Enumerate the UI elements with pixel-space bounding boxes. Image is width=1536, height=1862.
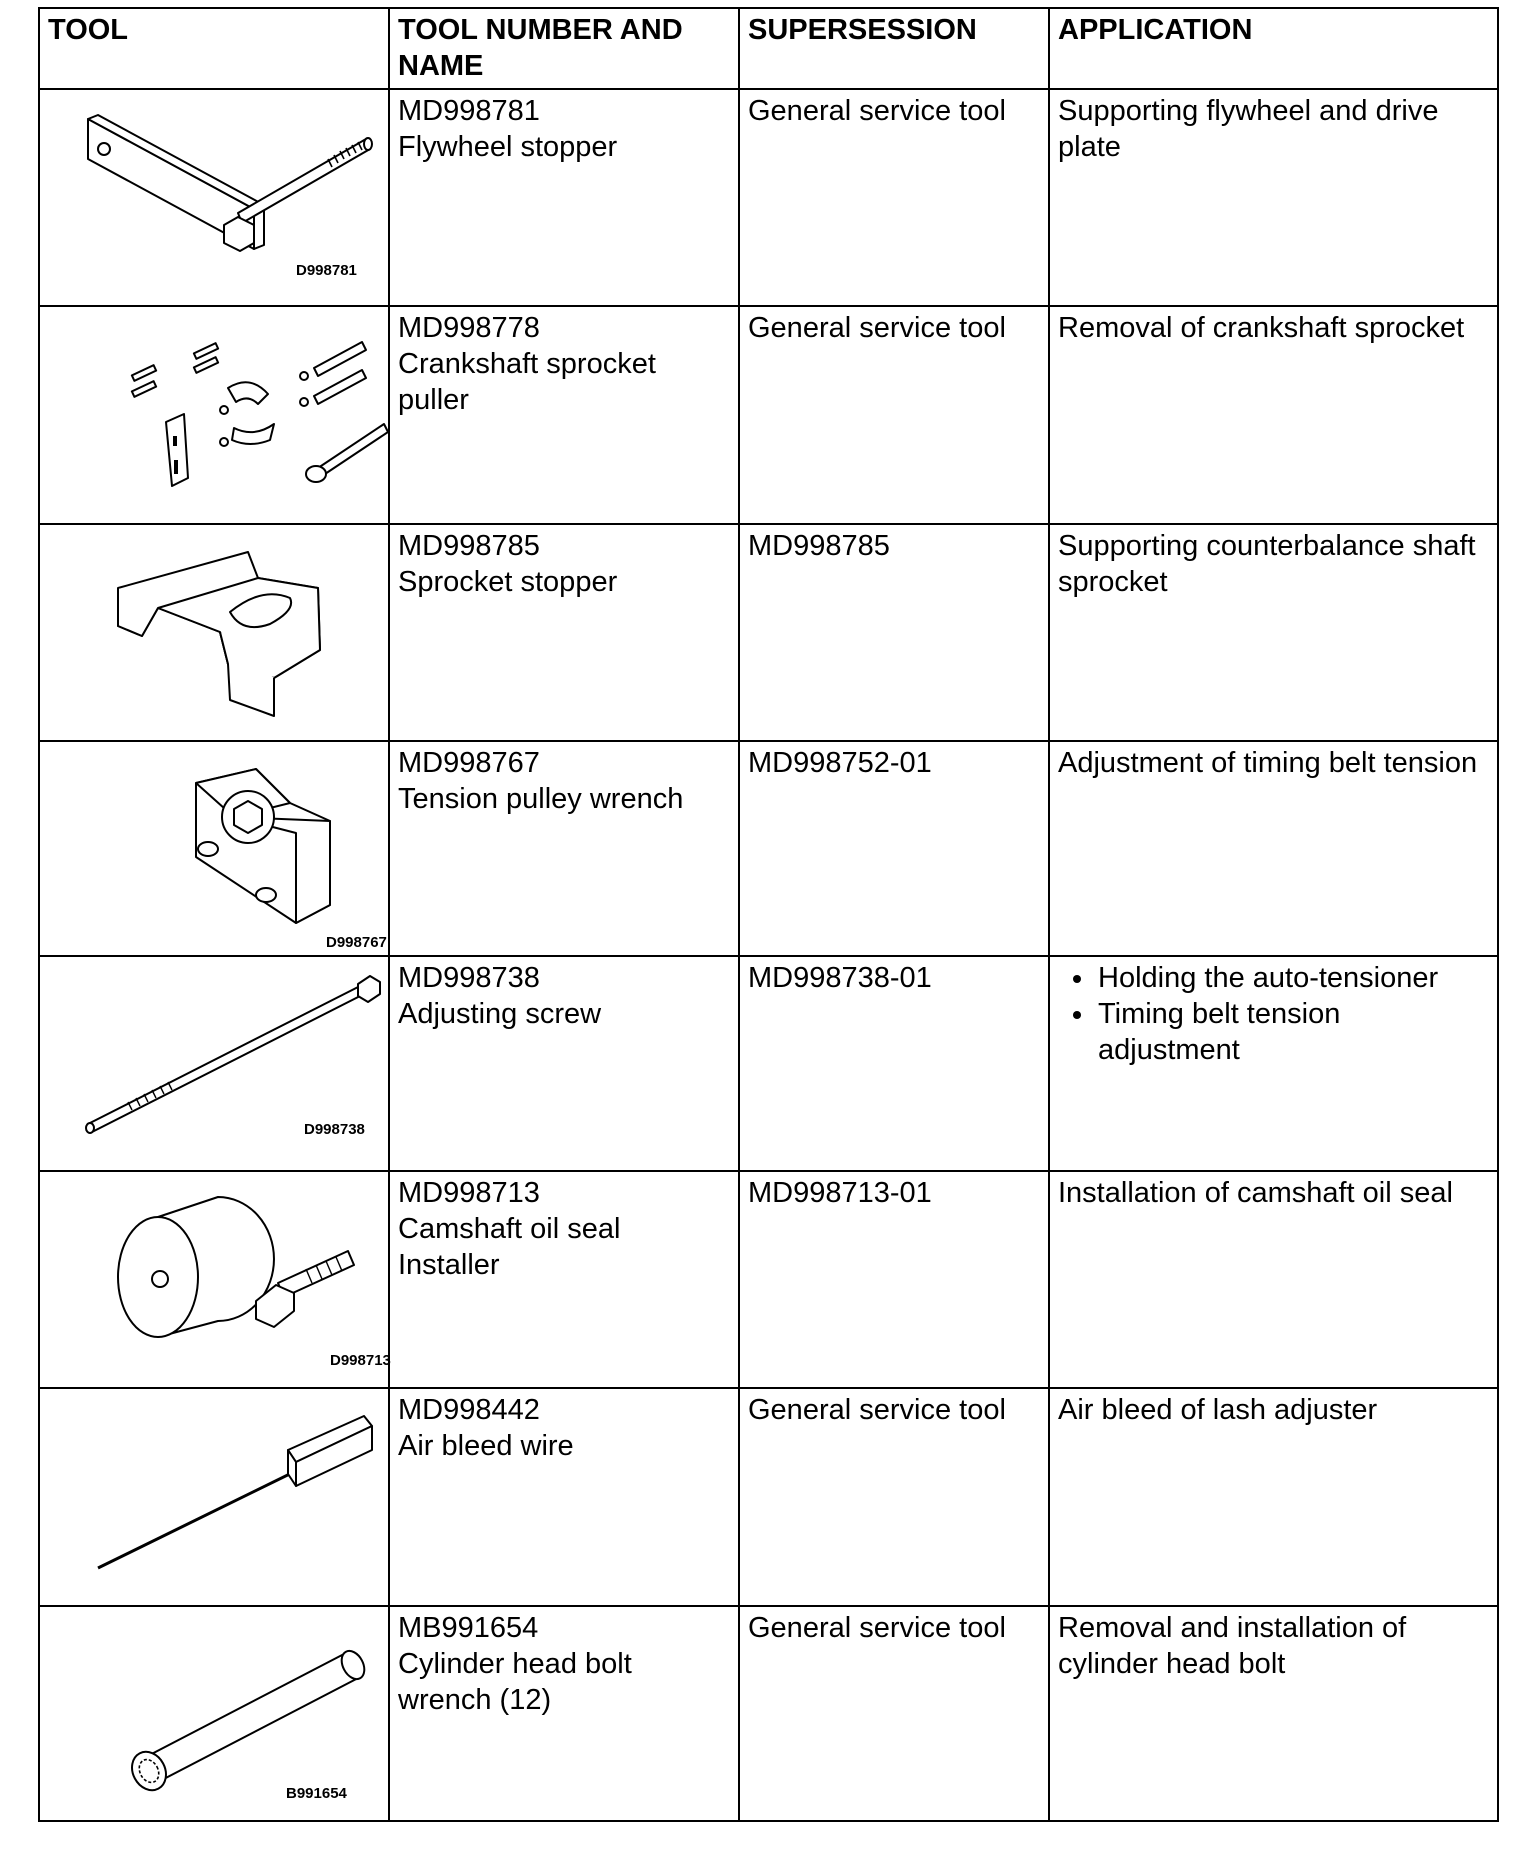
tool-number: MD998442	[398, 1394, 540, 1426]
supersession: General service tool	[739, 1388, 1049, 1606]
air-bleed-wire-illustration	[48, 1392, 398, 1602]
tool-name: Air bleed wire	[398, 1430, 574, 1462]
tool-illustration-cell	[39, 1388, 389, 1606]
tool-number: MD998781	[398, 95, 540, 127]
supersession: MD998785	[739, 524, 1049, 741]
special-tools-table	[38, 7, 1499, 1822]
tool-number-name	[389, 1606, 739, 1821]
tool-number-name	[389, 524, 739, 741]
tool-illustration-cell	[39, 306, 389, 524]
illustration-code: D998713	[330, 1352, 391, 1369]
tool-illustration-cell	[39, 524, 389, 741]
illustration-code: D998738	[304, 1121, 365, 1138]
header-application: APPLICATION	[1049, 8, 1498, 89]
tool-name: Adjusting screw	[398, 998, 602, 1030]
supersession: MD998752-01	[739, 741, 1049, 956]
table-row	[39, 89, 1498, 306]
cylinder-head-bolt-wrench-illustration	[48, 1610, 398, 1820]
header-supersession: SUPERSESSION	[739, 8, 1049, 89]
list-item: • Timing belt tension adjustment	[1096, 996, 1489, 1068]
tool-number-name	[389, 306, 739, 524]
sprocket-puller-illustration	[48, 310, 398, 520]
tool-number-name	[389, 956, 739, 1171]
application-list	[1058, 960, 1489, 1068]
header-row	[39, 8, 1498, 89]
tool-number: MD998785	[398, 530, 540, 562]
supersession: General service tool	[739, 89, 1049, 306]
illustration-code: B991654	[286, 1785, 347, 1802]
illustration-code: D998767	[326, 934, 387, 951]
application: Adjustment of timing belt tension	[1049, 741, 1498, 956]
tool-number: MD998738	[398, 962, 540, 994]
tool-name: Tension pulley wrench	[398, 783, 684, 815]
tool-illustration-cell	[39, 956, 389, 1171]
table-row	[39, 1171, 1498, 1388]
tool-name: Crankshaft sprocket puller	[398, 348, 656, 416]
tool-number-name	[389, 89, 739, 306]
list-item: • Holding the auto-tensioner	[1096, 960, 1489, 996]
application: Supporting flywheel and drive plate	[1049, 89, 1498, 306]
oil-seal-installer-illustration	[48, 1175, 398, 1385]
table-row	[39, 1606, 1498, 1821]
header-tool: TOOL	[39, 8, 389, 89]
tool-name: Camshaft oil seal Installer	[398, 1213, 621, 1281]
supersession: General service tool	[739, 1606, 1049, 1821]
flywheel-stopper-illustration	[48, 93, 398, 303]
table-row	[39, 524, 1498, 741]
tool-name: Flywheel stopper	[398, 131, 618, 163]
illustration-code: D998781	[296, 262, 357, 279]
application	[1049, 956, 1498, 1171]
tool-number: MD998767	[398, 747, 540, 779]
tool-number: MD998713	[398, 1177, 540, 1209]
adjusting-screw-illustration	[48, 960, 398, 1170]
tool-illustration-cell	[39, 89, 389, 306]
supersession: MD998738-01	[739, 956, 1049, 1171]
tool-name: Cylinder head bolt wrench (12)	[398, 1648, 632, 1716]
table-row	[39, 306, 1498, 524]
application: Removal and installation of cylinder head bolt	[1049, 1606, 1498, 1821]
tension-pulley-wrench-illustration	[48, 745, 398, 955]
supersession: MD998713-01	[739, 1171, 1049, 1388]
sprocket-stopper-illustration	[48, 528, 398, 738]
application: Air bleed of lash adjuster	[1049, 1388, 1498, 1606]
tool-number: MD998778	[398, 312, 540, 344]
application: Removal of crankshaft sprocket	[1049, 306, 1498, 524]
table-row	[39, 1388, 1498, 1606]
table-row	[39, 741, 1498, 956]
tool-illustration-cell	[39, 741, 389, 956]
tool-illustration-cell	[39, 1171, 389, 1388]
tool-name: Sprocket stopper	[398, 566, 618, 598]
tool-number-name	[389, 1171, 739, 1388]
tool-number-name	[389, 741, 739, 956]
application: Supporting counterbalance shaft sprocket	[1049, 524, 1498, 741]
application: Installation of camshaft oil seal	[1049, 1171, 1498, 1388]
tool-illustration-cell	[39, 1606, 389, 1821]
supersession: General service tool	[739, 306, 1049, 524]
tool-number: MB991654	[398, 1612, 539, 1644]
tool-number-name	[389, 1388, 739, 1606]
table-row	[39, 956, 1498, 1171]
header-number-name: TOOL NUMBER AND NAME	[389, 8, 739, 89]
